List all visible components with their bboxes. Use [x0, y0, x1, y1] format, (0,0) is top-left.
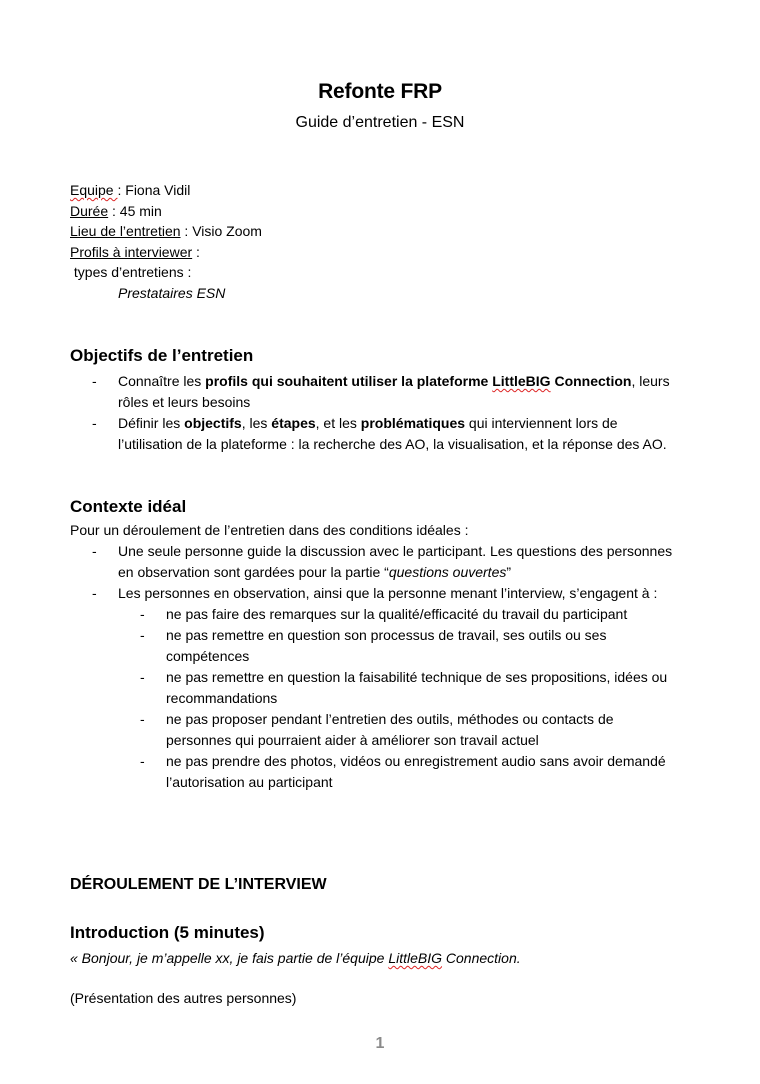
sub-list-item [70, 667, 680, 709]
text-segment: Une seule personne guide la discussion avec le participant. Les questions des personnes en observation sont gardées pour la partie “ [118, 543, 673, 580]
meta-duree [70, 201, 262, 222]
meta-profils-value: : [192, 243, 200, 260]
list-item [70, 413, 680, 455]
text-segment: « Bonjour, je m’appelle xx, je fais partie de l’équipe [70, 950, 389, 966]
bullet-dash: - [92, 373, 97, 389]
meta-types-label: types d’entretiens : [70, 264, 192, 280]
document-title: Refonte FRP [318, 80, 442, 103]
text-segment: ne pas proposer pendant l’entretien des outils, méthodes ou contacts de personnes qui pourraient aider à améliorer son travail actuel [166, 711, 614, 748]
text-segment: étapes [271, 415, 316, 431]
text-segment: Connection. [442, 950, 521, 966]
text-segment: ne pas remettre en question la faisabilité technique de ses propositions, idées ou recommandations [166, 669, 668, 706]
bullet-dash: - [92, 585, 97, 601]
document-subtitle: Guide d’entretien - ESN [295, 114, 465, 131]
text-segment: LittleBIG [388, 950, 443, 966]
text-segment: Les personnes en observation, ainsi que la personne menant l’interview, s’engagent à : [118, 585, 658, 601]
text-segment: qui interviennent lors de l’utilisation de la plateforme : la recherche des AO, la visualisation, et la réponse des AO. [118, 415, 667, 452]
text-segment: ne pas prendre des photos, vidéos ou enregistrement audio sans avoir demandé l’autorisation au participant [166, 753, 666, 790]
text-segment: problématiques [360, 415, 466, 431]
page-number: 1 [375, 1035, 385, 1052]
meta-lieu [70, 221, 262, 242]
bullet-dash: - [140, 627, 145, 643]
sub-list-item [70, 751, 680, 793]
text-segment: LittleBIG [492, 373, 551, 389]
text-segment: , leurs rôles et leurs besoins [118, 373, 670, 410]
introduction-presentation: (Présentation des autres personnes) [70, 990, 297, 1006]
bullet-dash: - [140, 606, 145, 622]
bullet-dash: - [140, 753, 145, 769]
contexte-heading: Contexte idéal [70, 497, 187, 516]
meta-lieu-value: : Visio Zoom [180, 223, 262, 239]
bullet-dash: - [92, 415, 97, 431]
sub-list-item [70, 709, 680, 751]
introduction-heading: Introduction (5 minutes) [70, 923, 265, 942]
text-segment: profils qui souhaitent utiliser la plateforme [205, 373, 493, 389]
objectifs-list [70, 371, 680, 455]
meta-duree-label: Durée [70, 202, 109, 219]
meta-profils-label: Profils à interviewer [70, 243, 193, 260]
text-segment: ne pas remettre en question son processus de travail, ses outils ou ses compétences [166, 627, 607, 664]
list-item [70, 371, 680, 413]
list-item [70, 541, 680, 583]
introduction-quote [70, 948, 521, 969]
text-segment: objectifs [184, 415, 242, 431]
meta-equipe [70, 180, 262, 201]
meta-equipe-value: : Fiona Vidil [117, 182, 191, 198]
meta-profils [70, 242, 262, 263]
bullet-dash: - [140, 711, 145, 727]
text-segment: ne pas faire des remarques sur la qualité/efficacité du travail du participant [166, 606, 628, 622]
contexte-list [70, 541, 680, 793]
meta-types-value: Prestataires ESN [118, 284, 226, 301]
bullet-dash: - [92, 543, 97, 559]
contexte-intro: Pour un déroulement de l’entretien dans des conditions idéales : [70, 522, 469, 538]
text-segment: Connection [550, 373, 632, 389]
meta-equipe-label: Equipe [70, 182, 118, 198]
text-segment: Définir les [118, 415, 185, 431]
list-item [70, 583, 680, 604]
objectifs-heading: Objectifs de l’entretien [70, 346, 254, 365]
text-segment: ” [506, 564, 512, 580]
text-segment: questions ouvertes [388, 564, 507, 580]
text-segment: , et les [315, 415, 361, 431]
text-segment: , les [241, 415, 272, 431]
bullet-dash: - [140, 669, 145, 685]
deroulement-heading: DÉROULEMENT DE L’INTERVIEW [70, 876, 327, 893]
meta-block [70, 180, 262, 303]
text-segment: Connaître les [118, 373, 206, 389]
meta-lieu-label: Lieu de l’entretien [70, 223, 181, 239]
sub-list-item [70, 604, 680, 625]
sub-list-item [70, 625, 680, 667]
meta-duree-value: : 45 min [108, 202, 162, 219]
